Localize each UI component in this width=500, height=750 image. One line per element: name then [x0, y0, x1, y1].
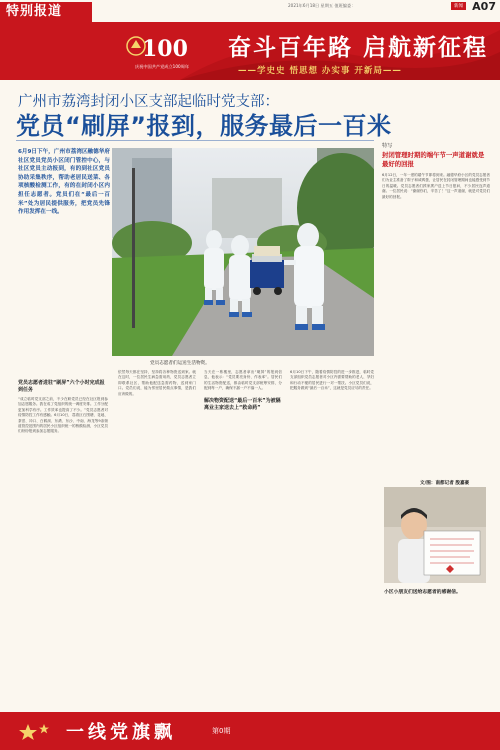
article-left-column: [18, 380, 108, 435]
sidebar-feature: [382, 142, 490, 200]
footer-column-title: 一线党旗飘: [66, 722, 176, 743]
article-kicker: 广州市荔湾封闭小区支部起临时党支部：: [18, 94, 279, 110]
volunteers-photo-illustration: [112, 148, 374, 356]
flag-star-icon: [18, 722, 58, 742]
article-column-3: [204, 370, 282, 412]
article-column-4: [290, 370, 374, 392]
sidebar-title: 封闭管理时期的端午节一声道谢就是最好的回报: [382, 151, 485, 168]
main-photo: [112, 148, 374, 356]
page-number: A07: [472, 0, 496, 13]
issue-meta: 2021年6月18日 星期五 值班编委：: [288, 3, 356, 8]
sidebar-photo-caption: 小区小朋友们送给志愿者的感谢信。: [384, 590, 461, 595]
emblem-number: 100: [142, 36, 188, 62]
sidebar-body: 6月12日，一年一度的端午节即将到来。融德华府小区的党员志愿者们为业主准备了粽子和咸鸭蛋，让居民在封闭管理期间也能感受到节日的温暖。党员志愿者们挨家挨户送上节日慰问，不少居民连声道谢。一位居民说：“谢谢你们，辛苦了！”这一声道谢，就是对党员们最好的回报。: [382, 173, 490, 199]
body-paragraph-3: 当天在一栋楼里，志愿者拿出“刷屏”的报到信息，他表示：“党员要亮身份、作表率”。居民们的生活物资配送，都由临时党支部统筹安排，分配到每一户，确保不漏一户不落一人。: [204, 370, 282, 391]
banner-subslogan: ——学史史 悟思想 办实事 开新局——: [238, 66, 402, 76]
banner-slogan: 奋斗百年路 启航新征程: [228, 34, 489, 61]
body-paragraph-2: 依然每天都在坚持，坚持将各种物资送到家。就在这时，一位居民生病急需用药，党员志愿者立即联系社区，帮助他配送急需药物，送到家门口。党员们说，能为邻里居民做点事情，是我们应该做的。: [118, 370, 196, 396]
sidebar-signature: 文/图：南都记者 殷嘉豪: [420, 481, 470, 486]
body-paragraph-4: 6月10日下午，随着疫情防控的进一步推进，临时党支部组织党员志愿者对小区内需要帮助的老人、孕妇和行动不便的居民进行一对一帮扶。小区党员们说，把服务做到“最后一百米”，这就是党员应尽的责任。: [290, 370, 374, 391]
subhead-2: 解决物资配送“最后一百米”为被隔离业主家送去上“救命药”: [204, 397, 281, 411]
supply-cart: [250, 246, 284, 295]
sidebar-kicker: 特写: [382, 143, 393, 149]
section-tab: 特别报道: [0, 2, 92, 22]
page-label: 新闻: [451, 2, 466, 10]
child-with-letter-illustration: [384, 487, 486, 583]
top-strip: [0, 0, 500, 22]
article-lead: 6月9日下午，广州市荔湾区融德华府社区党员党员小区闭门管控中心，与社区党员主动报到，有的到社区党员协助采集秩序，帮助老居民送菜、各项核酸检测工作，有的在封闭小区内担任志愿者。党员们在“最后一百米”处为居民提供服务，把党员先锋作用发挥在一线。: [18, 149, 110, 216]
emblem-title: 庆祝中国共产党成立100周年: [134, 64, 190, 69]
article-column-2: [118, 370, 196, 397]
centenary-banner: [0, 22, 500, 80]
main-photo-caption: 党员志愿者们运送生活物资。: [150, 361, 210, 366]
subhead-1: 党员志愿者进驻“刷屏”六个小时完成报到任务: [18, 380, 105, 393]
article-headline: 党员“刷屏”报到，服务最后一百米: [16, 112, 392, 140]
footer-issue-number: 第0期: [212, 727, 231, 735]
column-footer-bar: [0, 712, 500, 750]
sidebar-photo: [384, 487, 486, 583]
body-paragraph-1: “成立临时党支部之前，不少在职党员已经在社区报到参加志愿服务。我在成了党组织的统一调度安排。工作分配更加科学有序。工作效率也提高了不少。”党员志愿者对疫情防控工作有感触。6月10日，荔湾区石围塘、花地、茶滘、冲口、白鹤洞、东漖、东沙、中南、海龙等9条街道管控范围内的居民小区组织统一的核酸检测，小区党员们纷纷报到参加志愿服务。: [18, 397, 108, 434]
headline-divider: [16, 140, 374, 141]
